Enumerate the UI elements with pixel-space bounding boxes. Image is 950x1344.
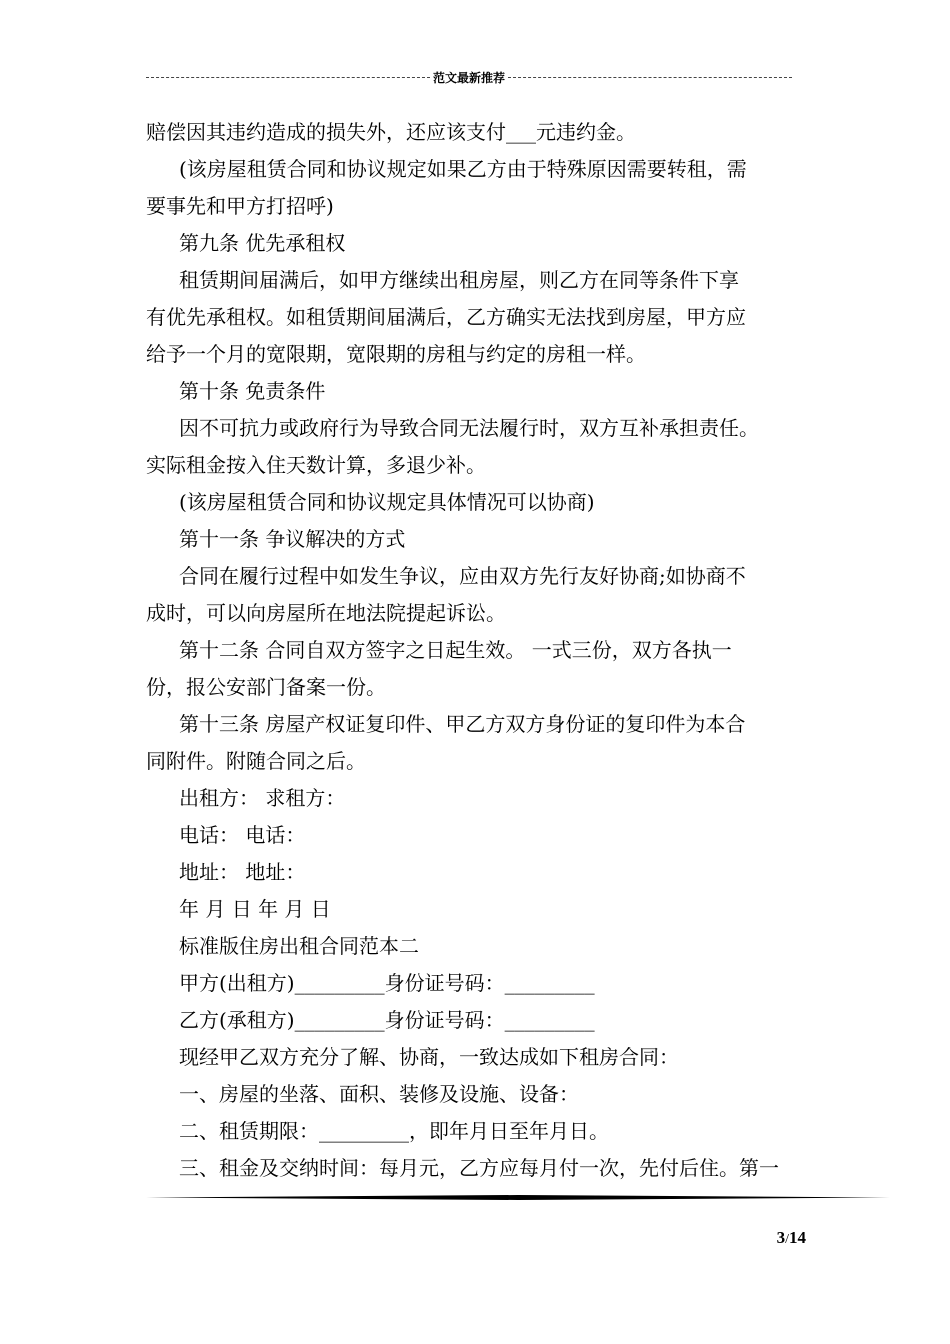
text-line: 同附件。附随合同之后。 [146,749,366,773]
text-line: 第十三条 房屋产权证复印件、甲乙方双方身份证的复印件为本合 [179,712,746,736]
page-separator: / [785,1232,789,1247]
text-line: 赔偿因其违约造成的损失外，还应该支付___元违约金。 [146,120,636,144]
text-line: 出租方： 求租方： [179,786,346,810]
page-header [146,68,792,86]
text-line: 第十条 免责条件 [179,379,326,403]
header-title: 范文最新推荐 [433,70,506,85]
page-number [777,1228,806,1248]
text-line: 给予一个月的宽限期，宽限期的房租与约定的房租一样。 [146,342,646,366]
text-line: 一、房屋的坐落、面积、装修及设施、设备： [179,1082,579,1106]
text-line: 二、租赁期限：_________，即年月日至年月日。 [179,1119,609,1143]
text-line: 第九条 优先承租权 [179,231,346,255]
text-line: 甲方(出租方)_________身份证号码：_________ [179,971,595,995]
text-line: 第十二条 合同自双方签字之日起生效。 一式三份，双方各执一 [179,638,732,662]
text-line: (该房屋租赁合同和协议规定具体情况可以协商) [179,490,595,514]
text-line: 三、租金及交纳时间：每月元，乙方应每月付一次，先付后住。第一 [179,1156,779,1180]
header-left-dashes [146,77,430,78]
text-line: 年 月 日 年 月 日 [179,897,331,921]
text-line: (该房屋租赁合同和协议规定如果乙方由于特殊原因需要转租，需 [179,157,747,181]
document-body [146,114,814,1187]
current-page: 3 [776,1228,786,1247]
footer-rule [146,1195,890,1200]
text-line: 有优先承租权。如租赁期间届满后，乙方确实无法找到房屋，甲方应 [146,305,746,329]
text-line: 租赁期间届满后，如甲方继续出租房屋，则乙方在同等条件下享 [179,268,739,292]
text-line: 第十一条 争议解决的方式 [179,527,406,551]
text-line: 电话： 电话： [179,823,306,847]
text-line: 因不可抗力或政府行为导致合同无法履行时，双方互补承担责任。 [179,416,759,440]
text-line: 标准版住房出租合同范本二 [179,934,419,958]
text-line: 现经甲乙双方充分了解、协商，一致达成如下租房合同： [179,1045,679,1069]
text-line: 成时，可以向房屋所在地法院提起诉讼。 [146,601,506,625]
text-line: 实际租金按入住天数计算，多退少补。 [146,453,486,477]
text-line: 地址： 地址： [179,860,306,884]
text-line: 乙方(承租方)_________身份证号码：_________ [179,1008,595,1032]
header-right-dashes [508,77,792,78]
text-line: 份，报公安部门备案一份。 [146,675,386,699]
text-line: 合同在履行过程中如发生争议，应由双方先行友好协商;如协商不 [179,564,746,588]
text-line: 要事先和甲方打招呼) [146,194,334,218]
total-pages: 14 [789,1228,806,1247]
